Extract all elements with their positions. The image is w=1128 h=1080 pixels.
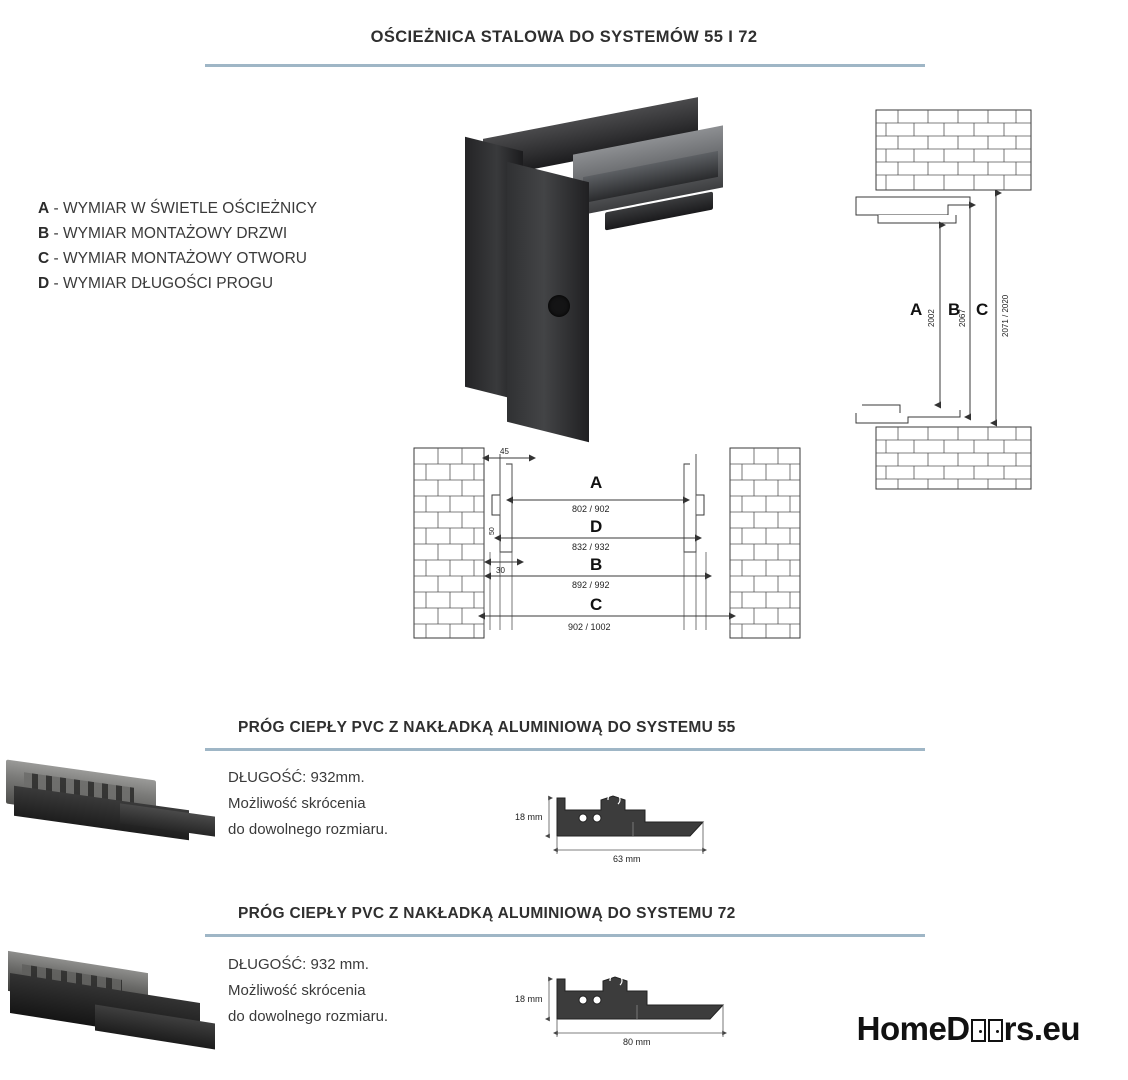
- threshold-55-title: PRÓG CIEPŁY PVC Z NAKŁADKĄ ALUMINIOWĄ DO SYSTEMU 55: [238, 719, 736, 736]
- legend: [38, 196, 418, 296]
- dim-value-c: 902 / 1002: [568, 622, 611, 632]
- legend-key-d: D: [38, 275, 50, 292]
- threshold-72-line-2: Możliwość skrócenia: [228, 982, 366, 999]
- frame-lock-hole: [548, 295, 570, 317]
- profile-55-shape: [557, 796, 703, 836]
- threshold-55-line-1: DŁUGOŚĆ: 932mm.: [228, 769, 365, 786]
- dim-value-c: 2071 / 2020: [1001, 294, 1010, 337]
- dim-value-b: 2067: [958, 309, 967, 327]
- dim-30-label: 30: [496, 566, 505, 575]
- dim-50-label: 50: [489, 527, 496, 535]
- dim-letter-b: B: [590, 555, 603, 574]
- dim-letter-a: A: [590, 473, 603, 492]
- profile-72-chamber-2: [593, 996, 601, 1004]
- legend-dash-b: -: [53, 225, 59, 242]
- brick-bottom: [876, 427, 1031, 489]
- legend-item-b: [38, 221, 418, 246]
- legend-item-d: [38, 271, 418, 296]
- threshold-55-profile-drawing: [505, 770, 755, 870]
- door-icon-left: [971, 1019, 986, 1042]
- legend-dash-c: -: [53, 250, 59, 267]
- legend-dash-a: -: [53, 200, 59, 217]
- legend-label-c: WYMIAR MONTAŻOWY OTWORU: [63, 250, 307, 267]
- vertical-section-diagram: [848, 105, 1058, 500]
- dim-value-a: 2002: [927, 309, 936, 327]
- legend-key-a: A: [38, 200, 50, 217]
- profile-72-height-label: 18 mm: [515, 994, 543, 1004]
- logo-part-3: rs.eu: [1003, 1010, 1080, 1047]
- logo-part-2: omeD: [879, 1010, 970, 1047]
- legend-dash-d: -: [53, 275, 59, 292]
- brick-top: [876, 110, 1031, 190]
- profile-55-height-label: 18 mm: [515, 812, 543, 822]
- dim-letter-c: C: [976, 300, 989, 319]
- threshold-55-divider: [205, 748, 925, 751]
- threshold-55-line-3: do dowolnego rozmiaru.: [228, 821, 389, 838]
- frame-profile-bottom: [856, 405, 960, 423]
- legend-label-d: WYMIAR DŁUGOŚCI PROGU: [63, 275, 274, 292]
- brick-left: [414, 448, 484, 638]
- frame-profile-top: [856, 197, 970, 223]
- legend-item-a: [38, 196, 418, 221]
- legend-label-b: WYMIAR MONTAŻOWY DRZWI: [63, 225, 288, 242]
- dim-value-d: 832 / 932: [572, 542, 610, 552]
- dim-value-a: 802 / 902: [572, 504, 610, 514]
- profile-55-chamber-1: [579, 814, 587, 822]
- profile-72-width-label: 80 mm: [623, 1037, 651, 1047]
- dim-value-b: 892 / 992: [572, 580, 610, 590]
- profile-72-chamber-1: [579, 996, 587, 1004]
- dim-letter-a: A: [910, 300, 923, 319]
- legend-key-b: B: [38, 225, 50, 242]
- dim-letter-c: C: [590, 595, 603, 614]
- threshold-72-line-3: do dowolnego rozmiaru.: [228, 1008, 389, 1025]
- title-divider: [205, 64, 925, 67]
- steel-frame-photo: [455, 110, 725, 400]
- profile-55-chamber-2: [593, 814, 601, 822]
- dim-45-label: 45: [500, 447, 509, 456]
- logo-part-1: H: [856, 1010, 880, 1047]
- door-icon-right: [988, 1019, 1003, 1042]
- threshold-55-photo: [0, 758, 210, 868]
- threshold-55-line-2: Możliwość skrócenia: [228, 795, 366, 812]
- threshold-72-photo: [0, 952, 215, 1080]
- frame-profile-left: [492, 454, 512, 552]
- threshold-72-title: PRÓG CIEPŁY PVC Z NAKŁADKĄ ALUMINIOWĄ DO SYSTEMU 72: [238, 905, 736, 922]
- brick-right: [730, 448, 800, 638]
- dim-letter-d: D: [590, 517, 603, 536]
- legend-key-c: C: [38, 250, 50, 267]
- dim-letter-b: B: [948, 300, 961, 319]
- threshold-72-description: [228, 952, 388, 1030]
- frame-profile-right: [684, 454, 704, 552]
- threshold-55-description: [228, 765, 388, 843]
- threshold-72-line-1: DŁUGOŚĆ: 932 mm.: [228, 956, 369, 973]
- profile-55-width-label: 63 mm: [613, 854, 641, 864]
- threshold-72-profile-drawing: [505, 955, 755, 1055]
- legend-item-c: [38, 246, 418, 271]
- plan-section-diagram: [400, 440, 820, 645]
- threshold-72-divider: [205, 934, 925, 937]
- brand-logo: [857, 1010, 1080, 1048]
- page-title: OŚCIEŻNICA STALOWA DO SYSTEMÓW 55 I 72: [370, 28, 758, 46]
- legend-label-a: WYMIAR W ŚWIETLE OŚCIEŻNICY: [63, 200, 318, 217]
